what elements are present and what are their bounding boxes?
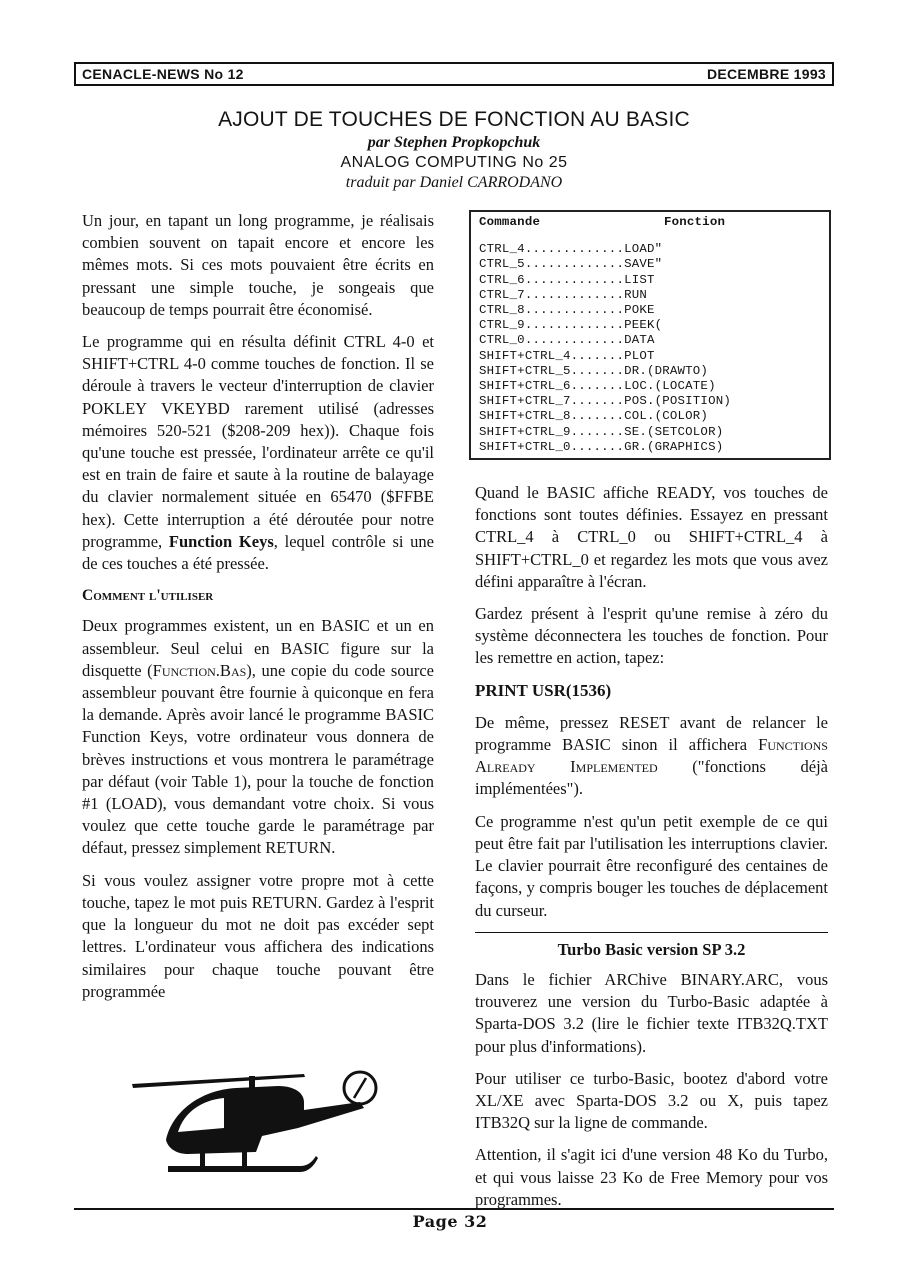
- paragraph-reset-warning-end: ("fonctions déjà implémentées").: [475, 757, 828, 799]
- table-row: SHIFT+CTRL_8.......COL.(COLOR): [479, 409, 709, 424]
- section-divider: [475, 932, 828, 933]
- paragraph-program-text: Le programme qui en résulta définit CTRL 4-0 et SHIFT+CTRL 4-0 comme touches de fonction. Il se déroule à travers le vecteur d'interruption de clavier POKLEY VKEYBD rarement utilisé (adresses mémoires 520-521 ($208-209 hex)). Chaque fois qu'une touche est pressée, l'ordinateur arrête ce qu'il est en train de faire et saute à la routine de balayage du clavier normalement située en 65470 ($FFBE hex). Cette interruption a été déroutée pour notre programme,: [82, 332, 434, 551]
- filename: Function.Bas: [152, 660, 247, 680]
- right-column: [475, 210, 828, 1221]
- newsletter-issue: CENACLE-NEWS No 12: [82, 66, 244, 82]
- table-row: SHIFT+CTRL_9.......SE.(SETCOLOR): [479, 424, 724, 439]
- article-title: AJOUT DE TOUCHES DE FONCTION AU BASIC: [218, 108, 690, 131]
- table-header: [479, 215, 821, 230]
- table-row: CTRL_7.............RUN: [479, 287, 647, 302]
- paragraph-assign: Si vous voulez assigner votre propre mot à cette touche, tapez le mot puis RETURN. Gardez à l'esprit que la longueur du mot ne doit pas excéder sept lettres. L'ordinateur vous affichera des indications similaires pour chaque touche pouvant être programmée: [82, 870, 434, 1001]
- paragraph-reset-warning: [475, 712, 828, 801]
- table-row: SHIFT+CTRL_6.......LOC.(LOCATE): [479, 379, 716, 394]
- article-translator: traduit par Daniel CARRODANO: [345, 174, 563, 191]
- table-row: SHIFT+CTRL_7.......POS.(POSITION): [479, 394, 731, 409]
- paragraph-turbo-archive: Dans le fichier ARChive BINARY.ARC, vous trouverez une version du Turbo-Basic adaptée à Sparta-DOS 3.2 (lire le fichier texte ITB32Q.TXT pour plus d'informations).: [475, 969, 828, 1056]
- newsletter-header: [74, 62, 834, 86]
- left-column: [82, 210, 434, 1013]
- paragraph-usage-end: ), une copie du code source assembleur pouvant être fournie à quiconque en fera la demande. Après avoir lancé le programme BASIC Function Keys, votre ordinateur vous donnera de brèves instructions et vous montrera le paramétrage par défaut (voir Table 1), pour la touche de fonction #1 (LOAD), vous demandant votre choix. Si vous voulez que cette touche garde le paramétrage par défaut, pressez simplement RETURN.: [82, 660, 434, 858]
- paragraph-turbo-boot: Pour utiliser ce turbo-Basic, bootez d'abord votre XL/XE avec Sparta-DOS 3.2 ou X, puis tapez ITB32Q sur la ligne de commande.: [475, 1068, 828, 1133]
- table-header-function: Fonction: [664, 215, 726, 229]
- page-number: Page 32: [412, 1212, 488, 1231]
- table-row: CTRL_6.............LIST: [479, 272, 655, 287]
- footer-divider: [74, 1208, 834, 1210]
- table-row: SHIFT+CTRL_4.......PLOT: [479, 348, 655, 363]
- article-source: ANALOG COMPUTING No 25: [340, 154, 568, 171]
- table-row: CTRL_0.............DATA: [479, 333, 655, 348]
- paragraph-turbo-memory: Attention, il s'agit ici d'une version 48 Ko du Turbo, et qui vous laisse 23 Ko de Free Memory pour vos programmes.: [475, 1145, 828, 1209]
- section-heading: Comment l'utiliser: [82, 587, 214, 605]
- table-row: CTRL_9.............PEEK(: [479, 318, 663, 333]
- turbo-basic-heading: Turbo Basic version SP 3.2: [557, 939, 746, 959]
- table-row: CTRL_4.............LOAD": [479, 242, 663, 257]
- paragraph-intro: Un jour, en tapant un long programme, je réalisais combien souvent on tapait encore et encore les mêmes mots. Si ces mots pouvaient être écrits en pressant une simple touche, je songeais que beaucoup de temps pourrait être économisé.: [82, 211, 434, 319]
- table-row: CTRL_5.............SAVE": [479, 257, 663, 272]
- command-print-usr: PRINT USR(1536): [475, 680, 612, 700]
- newsletter-date: DECEMBRE 1993: [706, 66, 826, 82]
- paragraph-reset-warning-text: De même, pressez RESET avant de relancer le programme BASIC sinon il affichera: [475, 712, 828, 755]
- article-author: par Stephen Propkopchuk: [367, 134, 541, 151]
- paragraph-program-end: , lequel contrôle si une de ces touches a été pressée.: [82, 531, 434, 574]
- table-row: SHIFT+CTRL_5.......DR.(DRAWTO): [479, 363, 709, 378]
- paragraph-usage: [82, 615, 434, 859]
- paragraph-ready: Quand le BASIC affiche READY, vos touches de fonctions sont toutes définies. Essayez en pressant CTRL_4 à CTRL_0 ou SHIFT+CTRL_4 à SHIFT+CTRL_0 et regardez les mots que vous avez défini apparaître à l'écran.: [475, 483, 828, 591]
- helicopter-icon: [128, 1062, 388, 1182]
- paragraph-program: [82, 331, 434, 575]
- article-title-block: [74, 108, 834, 193]
- paragraph-usage-text: Deux programmes existent, un en BASIC et un en assembleur. Seul celui en BASIC figure sur la disquette (: [82, 616, 434, 680]
- paragraph-reset: Gardez présent à l'esprit qu'une remise à zéro du système déconnectera les touches de fonction. Pour les remettre en action, tapez:: [475, 604, 828, 668]
- table-header-command: Commande: [479, 215, 541, 229]
- table-row: CTRL_8.............POKE: [479, 303, 655, 318]
- table-row: SHIFT+CTRL_0.......GR.(GRAPHICS): [479, 439, 724, 454]
- program-name: Function Keys: [168, 531, 274, 551]
- paragraph-example: Ce programme n'est qu'un petit exemple de ce qui peut être fait par l'utilisation les interruptions clavier. Le clavier pourrait être reconfiguré des centaines de façons, y compris bouger les touches de déplacement du curseur.: [475, 811, 828, 920]
- message-text: Functions Already Implemented: [475, 735, 828, 777]
- function-key-table: [469, 210, 831, 460]
